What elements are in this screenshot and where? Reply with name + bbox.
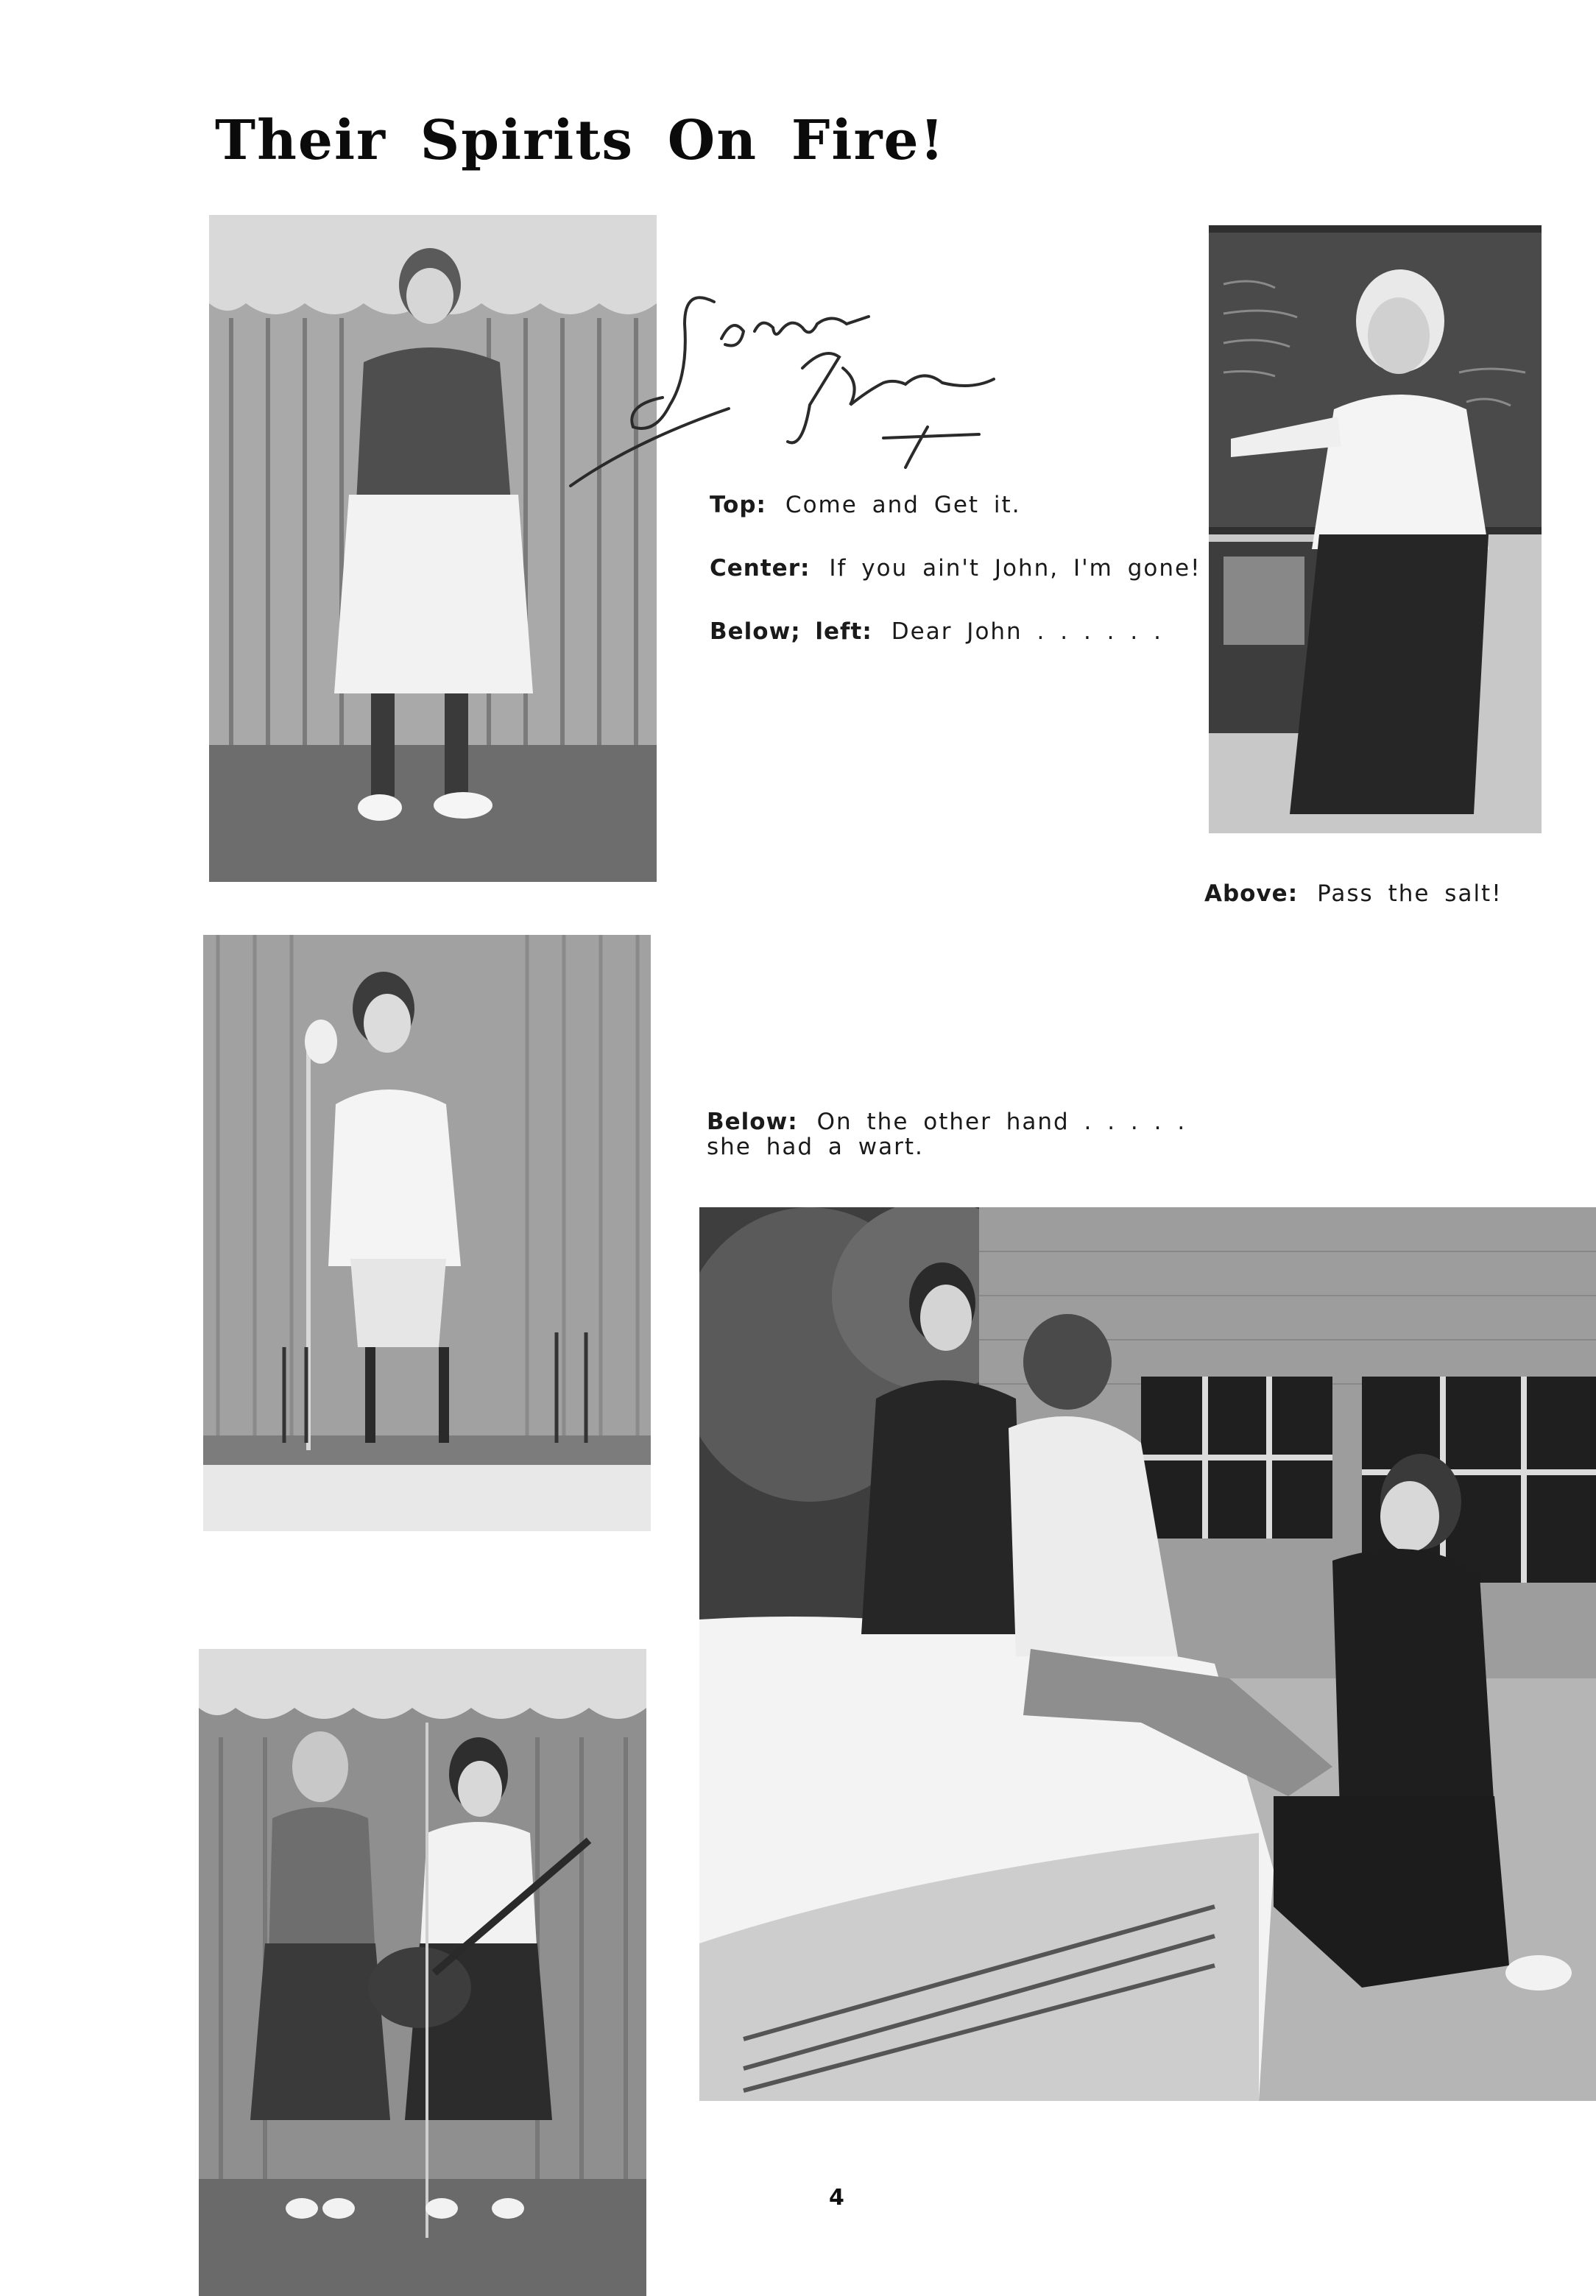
caption-below-text-line2: she had a wart.	[707, 1134, 924, 1160]
caption-below-text-line1: On the other hand . . . . .	[816, 1109, 1187, 1135]
caption-above	[1204, 880, 1503, 907]
caption-above-label: Above:	[1204, 880, 1299, 907]
caption-top-text: Come and Get it.	[785, 492, 1021, 518]
caption-below-left-label: Below; left:	[710, 618, 872, 645]
photo-car-scene	[699, 1207, 1596, 2101]
autograph-signature	[559, 258, 1075, 493]
page-title: Their Spirits On Fire!	[215, 109, 946, 172]
caption-above-text: Pass the salt!	[1317, 880, 1503, 907]
page-number: 4	[829, 2185, 844, 2211]
caption-top	[710, 492, 1021, 518]
caption-top-label: Top:	[710, 492, 766, 518]
caption-center	[710, 555, 1201, 582]
caption-below-line2	[707, 1134, 924, 1160]
caption-below	[707, 1109, 1186, 1135]
caption-center-text: If you ain't John, I'm gone!	[829, 555, 1201, 582]
caption-below-label: Below:	[707, 1109, 798, 1135]
caption-below-left	[710, 618, 1162, 645]
caption-below-left-text: Dear John . . . . . .	[891, 618, 1162, 645]
photo-microphone	[203, 935, 651, 1531]
caption-center-label: Center:	[710, 555, 811, 582]
photo-classroom	[1209, 225, 1542, 833]
photo-guitar-duo	[199, 1649, 646, 2296]
